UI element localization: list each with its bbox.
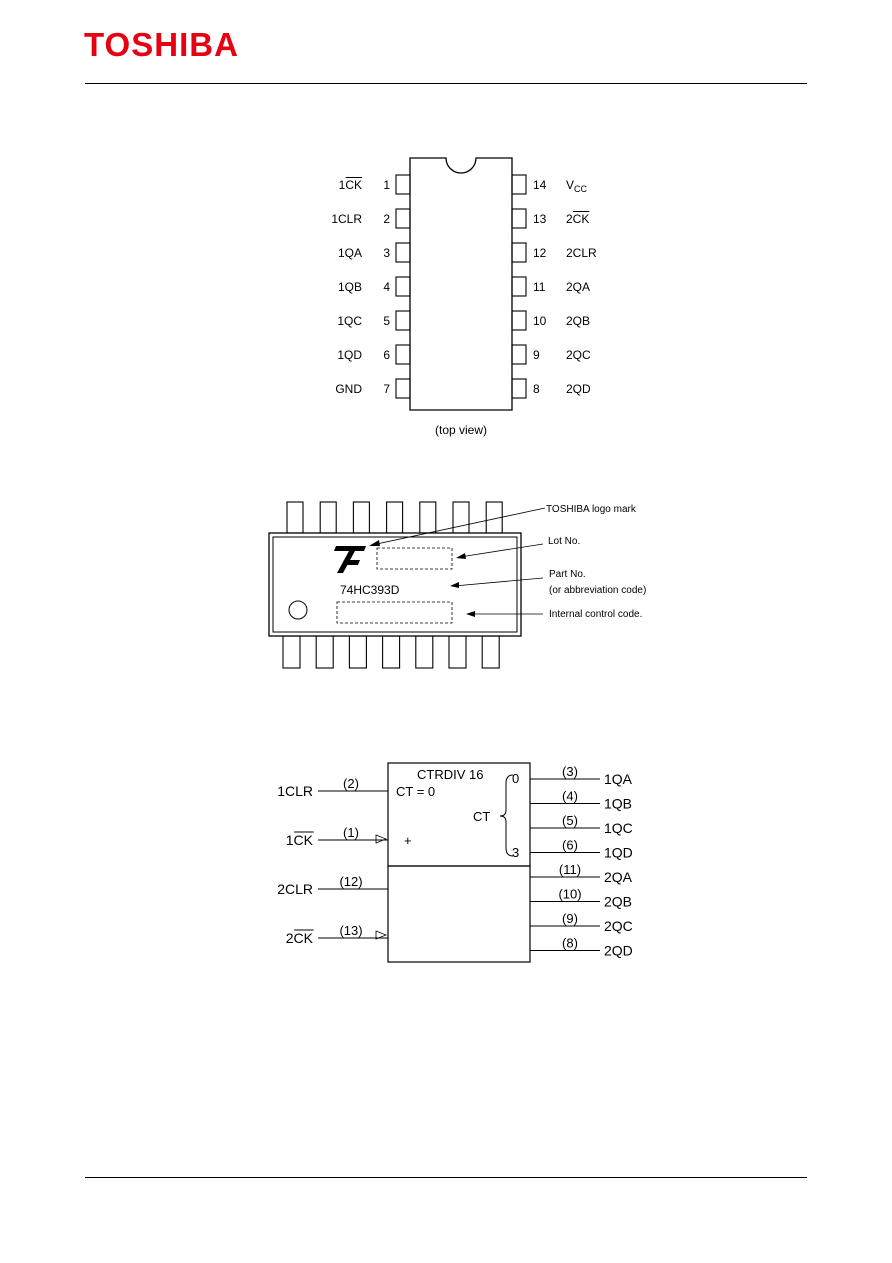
input-pin-number: (12) bbox=[339, 874, 363, 889]
pin-number: 3 bbox=[383, 246, 390, 260]
pin-name: 2CLR bbox=[566, 246, 597, 260]
range-high: 3 bbox=[512, 845, 520, 860]
output-pin-number: (4) bbox=[562, 788, 578, 804]
part-no-label: Part No. bbox=[549, 569, 586, 580]
pin-number: 10 bbox=[533, 314, 547, 328]
pin-number: 6 bbox=[383, 348, 390, 362]
counter2-block bbox=[388, 866, 530, 962]
output-pin-number: (10) bbox=[558, 886, 582, 902]
pin-number: 13 bbox=[533, 212, 547, 226]
input-pin-number: (1) bbox=[343, 825, 359, 840]
pin-number: 8 bbox=[533, 382, 540, 396]
pin-name: 2CK bbox=[566, 212, 590, 226]
output-name: 1QC bbox=[604, 820, 633, 836]
pin-name: 2QC bbox=[566, 348, 591, 362]
output-name: 1QD bbox=[604, 844, 633, 861]
input-name: 2CK bbox=[285, 930, 313, 946]
range-low: 0 bbox=[512, 771, 520, 786]
ct-zero-label: CT = 0 bbox=[396, 784, 436, 799]
pin-number: 7 bbox=[383, 382, 390, 396]
pin-number: 2 bbox=[383, 212, 390, 226]
part-no-sub-label: (or abbreviation code) bbox=[549, 585, 647, 596]
output-name: 1QA bbox=[604, 771, 633, 787]
ct-brace bbox=[500, 775, 513, 856]
pin-number: 4 bbox=[383, 280, 390, 294]
input-name: 1CLR bbox=[277, 783, 313, 799]
pin-name: 1QA bbox=[337, 246, 362, 260]
pin-name: 1QC bbox=[337, 314, 362, 328]
pin-number: 11 bbox=[533, 280, 546, 294]
input-pin-number: (13) bbox=[339, 923, 363, 938]
output-name: 1QB bbox=[604, 795, 633, 812]
ctrdiv-title: CTRDIV 16 bbox=[417, 767, 484, 782]
logo-mark-label: TOSHIBA logo mark bbox=[546, 504, 636, 515]
output-name: 2QD bbox=[604, 942, 633, 959]
pin-name: GND bbox=[335, 382, 362, 396]
lot-no-label: Lot No. bbox=[548, 536, 581, 547]
pin-name: 1QB bbox=[337, 280, 362, 294]
pin-name: 2QD bbox=[566, 382, 591, 396]
pin-number: 9 bbox=[533, 348, 540, 362]
output-pin-number: (6) bbox=[562, 837, 578, 853]
output-pin-number: (5) bbox=[562, 813, 578, 828]
pin-number: 5 bbox=[383, 314, 390, 328]
pin-name: $V_{CC}$ bbox=[566, 178, 588, 194]
top-view-caption: (top view) bbox=[434, 423, 488, 437]
pin-name-subscript: CC bbox=[574, 184, 588, 194]
output-pin-number: (11) bbox=[558, 862, 582, 877]
pin-number: 12 bbox=[533, 246, 547, 260]
output-pin-number: (8) bbox=[562, 935, 578, 951]
pin-name: 2QB bbox=[566, 314, 591, 328]
clock1-indicator bbox=[376, 835, 386, 843]
ct-label: CT bbox=[473, 809, 491, 824]
pin-number: 14 bbox=[533, 178, 547, 192]
input-pin-number: (2) bbox=[343, 776, 359, 791]
footer-rule bbox=[85, 1177, 807, 1178]
pin-name: 1CK bbox=[338, 178, 362, 192]
input-name: 1CK bbox=[285, 832, 313, 848]
output-pin-number: (9) bbox=[562, 911, 578, 926]
internal-code-label: Internal control code. bbox=[549, 609, 643, 620]
output-name: 2QB bbox=[604, 893, 633, 910]
pin-name: 1CLR bbox=[331, 212, 362, 226]
output-name: 2QA bbox=[604, 869, 633, 885]
output-name: 2QC bbox=[604, 918, 633, 934]
output-pin-number: (3) bbox=[562, 764, 578, 779]
part-number-text: 74HC393D bbox=[340, 583, 400, 597]
input-name: 2CLR bbox=[277, 881, 313, 897]
pin-name: 2QA bbox=[566, 280, 591, 294]
pin-number: 1 bbox=[383, 178, 390, 192]
plus-sign: + bbox=[404, 833, 412, 848]
pin-name: 1QD bbox=[337, 348, 362, 362]
toshiba-logo: TOSHIBA bbox=[84, 26, 239, 63]
